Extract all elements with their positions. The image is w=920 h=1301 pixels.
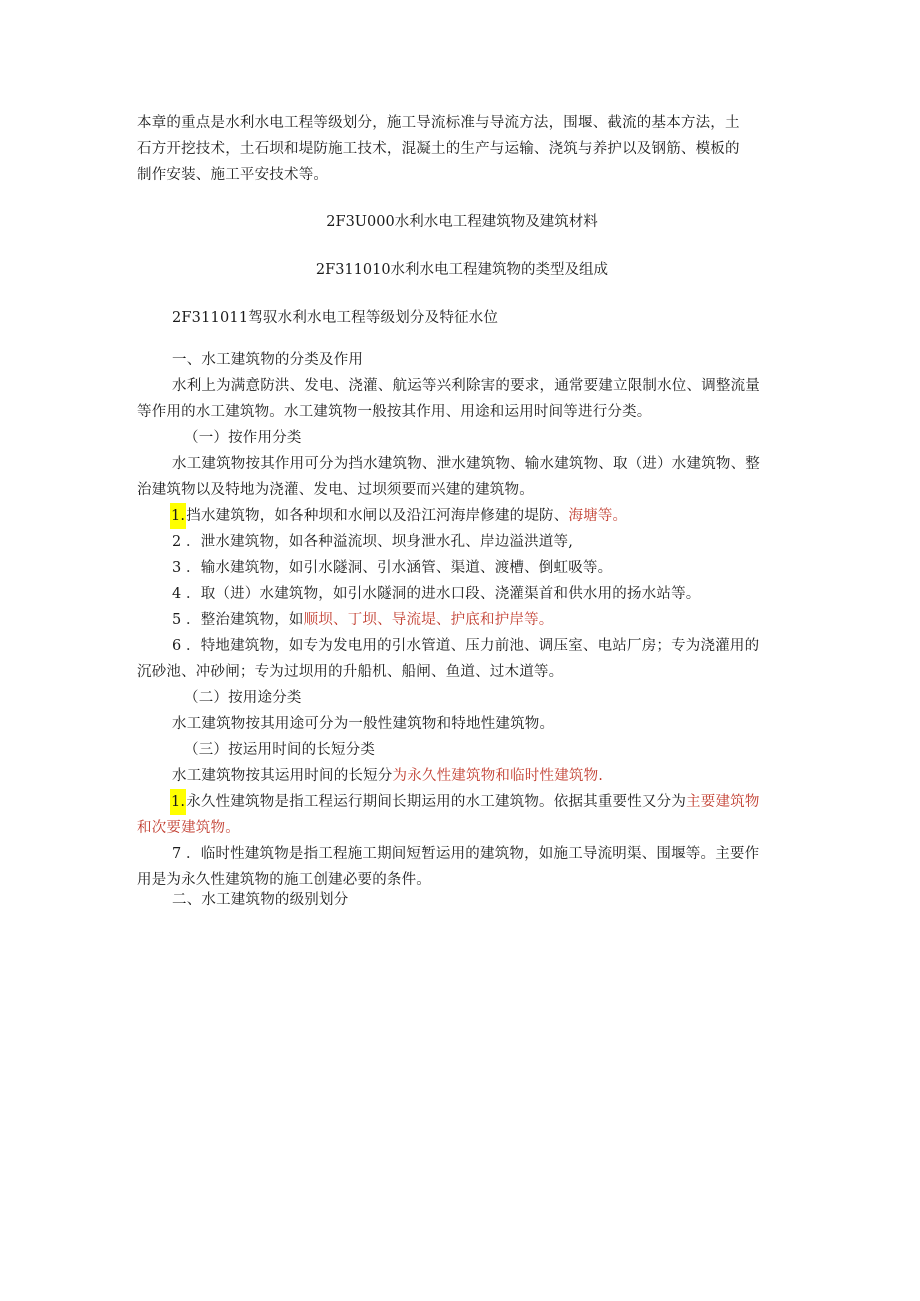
item-red-text: 海塘等。 [568,508,628,524]
subsection-1-title: （一）按作用分类 [184,430,302,446]
item-text: ．整治建筑物，如 [186,612,304,628]
item-number: 2 [172,534,182,550]
item-red-text: 顺坝、丁坝、导流堤、护底和护岸等。 [303,612,554,628]
heading-section: 2F311010水利水电工程建筑物的类型及组成 [315,262,609,278]
list-item-continuation: 用是为永久性建筑物的施工创建必要的条件。 [137,872,431,888]
item-text: 挡水建筑物，如各种坝和水闸以及沿江河海岸修建的堤防、 [186,508,569,524]
para-1-line-2: 等作用的水工建筑物。水工建筑物一般按其作用、用途和运用时间等进行分类。 [137,404,652,420]
subsection-3-title: （三）按运用时间的长短分类 [184,742,376,758]
intro-line-2: 石方开挖技术，土石坝和堤防施工技术，混凝土的生产与运输、浇筑与养护以及钢筋、模板的 [137,141,740,157]
list-item-continuation-red: 和次要建筑物。 [137,820,240,836]
subsection-3-red-text: 为永久性建筑物和临时性建筑物. [392,768,604,784]
list-item-continuation: 沉砂池、冲砂闸；专为过坝用的升船机、船闸、鱼道、过木道等。 [137,664,564,680]
item-red-text: 主要建筑物 [686,794,760,810]
subsection-1-line-1: 水工建筑物按其作用可分为挡水建筑物、泄水建筑物、输水建筑物、取（进）水建筑物、整 [172,456,760,472]
subsection-1-line-2: 治建筑物以及特地为浇灌、发电、过坝须要而兴建的建筑物。 [137,482,534,498]
list-item [137,529,787,555]
item-text: ．临时性建筑物是指工程施工期间短暂运用的建筑物，如施工导流明渠、围堰等。主要作 [186,846,760,862]
item-text: ．特地建筑物，如专为发电用的引水管道、压力前池、调压室、电站厂房；专为浇灌用的 [186,638,760,654]
heading-chapter: 2F3U000水利水电工程建筑物及建筑材料 [326,214,598,230]
subsection-2-title: （二）按用途分类 [184,690,302,706]
item-number-highlight: 1. [170,789,186,815]
list-item [137,633,787,659]
section-1 [137,347,787,893]
item-text: 永久性建筑物是指工程运行期间长期运用的水工建筑物。依据其重要性又分为 [186,794,687,810]
item-number: 6 [172,638,182,654]
item-text: ．取（进）水建筑物，如引水隧洞的进水口段、浇灌渠首和供水用的扬水站等。 [186,586,701,602]
item-number: 5 [172,612,182,628]
subsection-3-para [137,763,787,789]
item-number: 7 [172,846,182,862]
item-text: ．输水建筑物，如引水隧洞、引水涵管、渠道、渡槽、倒虹吸等。 [186,560,613,576]
intro-line-1: 本章的重点是水利水电工程等级划分，施工导流标准与导流方法，围堰、截流的基本方法，土 [137,115,740,131]
list-item [137,789,787,815]
para-1-line-1: 水利上为满意防洪、发电、浇灌、航运等兴利除害的要求，通常要建立限制水位、调整流量 [172,378,760,394]
section-1-title: 一、水工建筑物的分类及作用 [172,352,364,368]
heading-subsection: 2F311011驾驭水利水电工程等级划分及特征水位 [172,310,499,326]
list-item [137,841,787,867]
list-item [137,581,787,607]
subsection-2-para: 水工建筑物按其用途可分为一般性建筑物和特地性建筑物。 [172,716,555,732]
subsection-3-text: 水工建筑物按其运用时间的长短分 [172,768,393,784]
list-item [137,555,787,581]
section-2-title: 二、水工建筑物的级别划分 [172,892,349,908]
item-text: ．泄水建筑物，如各种溢流坝、坝身泄水孔、岸边溢洪道等, [186,534,574,550]
list-item [137,607,787,633]
intro-paragraph [137,110,787,188]
intro-line-3: 制作安装、施工平安技术等。 [137,167,329,183]
item-number: 3 [172,560,182,576]
list-item [137,503,787,529]
item-number: 4 [172,586,182,602]
item-number-highlight: 1. [170,503,186,529]
